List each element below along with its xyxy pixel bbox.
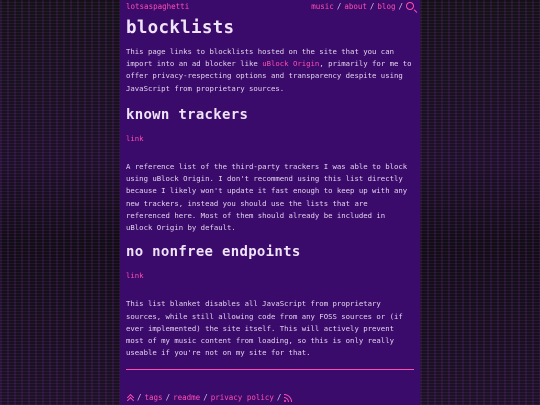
footer-privacy-policy-link[interactable]: privacy policy (210, 393, 274, 402)
intro-text-after: , primarily for me to offer privacy-respecting options and transparency despite using JavaScript from proprietary sources. (126, 59, 412, 93)
intro-paragraph (126, 46, 414, 95)
nav-about-link[interactable]: about (344, 2, 367, 11)
section-heading-known-trackers: known trackers (126, 106, 249, 123)
footer-readme-link[interactable]: readme (173, 393, 201, 402)
footer-nav (126, 392, 291, 404)
no-nonfree-description: This list blanket disables all JavaScript from proprietary sources, while still allowing code from any FOSS sources or (if ever implemented) the site itself. This will actively prevent most of my music content from loading, so this is only really useable if you're not on my site for that. (126, 299, 403, 358)
footer-separator: / (137, 393, 142, 402)
content-panel (120, 0, 420, 405)
footer-tags-link[interactable]: tags (144, 393, 163, 402)
chevrons-up-icon[interactable] (126, 394, 134, 403)
no-nonfree-endpoints-link[interactable]: link (126, 271, 144, 281)
nav-blog-link[interactable]: blog (377, 2, 396, 11)
page-title: blocklists (126, 18, 235, 38)
nav-separator: / (398, 2, 403, 11)
site-name-link[interactable]: lotsaspaghetti (126, 2, 190, 11)
rss-icon[interactable] (284, 395, 291, 402)
known-trackers-description: A reference list of the third-party trackers I was able to block using uBlock Origin. I don't recommend using this list directly because I likely won't update it fast enough to keep up with any new trackers, instead you should use the lists that are referenced here. Most of them should already be included in uBlock Origin by default. (126, 162, 408, 233)
search-icon[interactable] (406, 2, 414, 10)
ublock-origin-link[interactable]: uBlock Origin (262, 59, 320, 69)
footer-separator: / (203, 393, 208, 402)
nav-separator: / (369, 2, 375, 11)
top-nav (311, 1, 414, 13)
nav-separator: / (336, 2, 342, 11)
no-nonfree-link-row (126, 270, 414, 282)
footer-separator: / (165, 393, 171, 402)
section-heading-no-nonfree-endpoints: no nonfree endpoints (126, 244, 301, 261)
footer-divider (126, 369, 414, 370)
footer-separator: / (276, 393, 282, 402)
known-trackers-link-row (126, 133, 414, 145)
nav-music-link[interactable]: music (311, 2, 334, 11)
known-trackers-link[interactable]: link (126, 133, 144, 143)
intro-text-before: This page links to blocklists hosted on the site that you can import into an ad blocker like (126, 47, 394, 69)
top-bar (126, 1, 414, 13)
